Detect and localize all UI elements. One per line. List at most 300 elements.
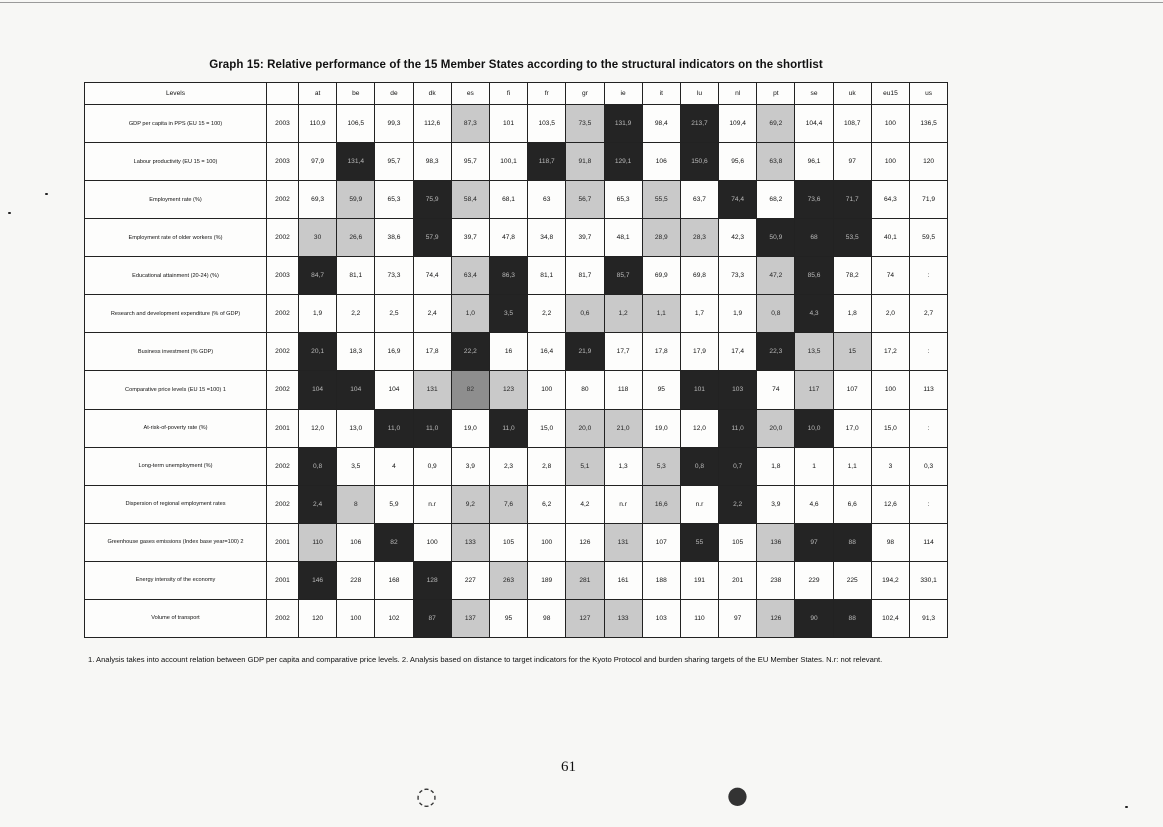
table-cell: 47,2 (757, 257, 795, 295)
table-cell: 98,4 (642, 105, 680, 143)
table-cell: 126 (566, 523, 604, 561)
table-cell: 263 (489, 561, 527, 599)
header-country: dk (413, 83, 451, 105)
table-cell: 86,3 (489, 257, 527, 295)
row-year: 2002 (267, 599, 299, 637)
table-cell: 11,0 (375, 409, 413, 447)
table-cell: 0,9 (413, 447, 451, 485)
table-cell: 100 (871, 371, 909, 409)
table-cell: 2,5 (375, 295, 413, 333)
table-cell: 112,6 (413, 105, 451, 143)
table-row (85, 561, 948, 599)
table-cell: 73,3 (719, 257, 757, 295)
table-cell: 97 (795, 523, 833, 561)
table-cell: 136,5 (910, 105, 948, 143)
scan-speck (8, 212, 11, 214)
table-cell: 11,0 (489, 409, 527, 447)
row-label: Greenhouse gases emissions (Index base year=100) 2 (85, 523, 267, 561)
table-cell: 0,8 (299, 447, 337, 485)
table-cell: 15,0 (871, 409, 909, 447)
table-cell: 101 (489, 105, 527, 143)
row-year: 2001 (267, 561, 299, 599)
table-cell: 39,7 (566, 219, 604, 257)
table-row (85, 523, 948, 561)
table-cell: 65,3 (375, 181, 413, 219)
table-cell: 127 (566, 599, 604, 637)
table-cell: 13,5 (795, 333, 833, 371)
table-cell: 0,8 (757, 295, 795, 333)
table-row (85, 181, 948, 219)
table-cell: 100 (871, 105, 909, 143)
table-cell: 1,7 (680, 295, 718, 333)
table-cell: 106 (337, 523, 375, 561)
table-cell: 3,9 (757, 485, 795, 523)
table-cell: 15,0 (528, 409, 566, 447)
table-cell: 133 (604, 599, 642, 637)
table-cell: 0,3 (910, 447, 948, 485)
table-cell: 100 (528, 523, 566, 561)
row-year: 2001 (267, 523, 299, 561)
table-cell: 88 (833, 523, 871, 561)
table-cell: 136 (757, 523, 795, 561)
table-cell: 57,9 (413, 219, 451, 257)
table-cell: 100 (337, 599, 375, 637)
table-cell: 17,9 (680, 333, 718, 371)
table-cell: 91,3 (910, 599, 948, 637)
table-cell: 69,9 (642, 257, 680, 295)
punch-hole-left-icon: ◌ (416, 782, 437, 810)
header-country: de (375, 83, 413, 105)
table-cell: 238 (757, 561, 795, 599)
row-label: Dispersion of regional employment rates (85, 485, 267, 523)
table-cell: 64,3 (871, 181, 909, 219)
row-year: 2002 (267, 485, 299, 523)
table-cell: 28,9 (642, 219, 680, 257)
table-cell: 82 (451, 371, 489, 409)
row-label: Comparative price levels (EU 15 =100) 1 (85, 371, 267, 409)
table-cell: 1,8 (757, 447, 795, 485)
table-cell: 100 (413, 523, 451, 561)
table-cell: 17,0 (833, 409, 871, 447)
table-cell: 137 (451, 599, 489, 637)
table-cell: 225 (833, 561, 871, 599)
table-cell: 97 (719, 599, 757, 637)
header-country: es (451, 83, 489, 105)
table-cell: 2,2 (528, 295, 566, 333)
table-cell: 7,6 (489, 485, 527, 523)
table-cell: 2,4 (299, 485, 337, 523)
table-cell: 0,7 (719, 447, 757, 485)
table-cell: 114 (910, 523, 948, 561)
table-cell: 81,1 (337, 257, 375, 295)
header-country: ie (604, 83, 642, 105)
table-cell: 98,3 (413, 143, 451, 181)
table-cell: 81,7 (566, 257, 604, 295)
table-cell: 1 (795, 447, 833, 485)
top-rule (0, 2, 1163, 3)
table-cell: 65,3 (604, 181, 642, 219)
table-cell: n.r (604, 485, 642, 523)
table-cell: 17,2 (871, 333, 909, 371)
table-cell: 63,4 (451, 257, 489, 295)
table-cell: 55,5 (642, 181, 680, 219)
table-cell: 75,9 (413, 181, 451, 219)
table-cell: 74 (871, 257, 909, 295)
header-levels: Levels (85, 83, 267, 105)
header-country: it (642, 83, 680, 105)
table-cell: 63 (528, 181, 566, 219)
table-cell: 133 (451, 523, 489, 561)
table-cell: 63,8 (757, 143, 795, 181)
table-cell: 1,8 (833, 295, 871, 333)
table-cell: 13,0 (337, 409, 375, 447)
header-country: se (795, 83, 833, 105)
table-cell: 161 (604, 561, 642, 599)
table-cell: 104 (337, 371, 375, 409)
row-label: Energy intensity of the economy (85, 561, 267, 599)
table-cell: 17,4 (719, 333, 757, 371)
table-cell: 5,1 (566, 447, 604, 485)
table-cell: 4,6 (795, 485, 833, 523)
table-cell: 56,7 (566, 181, 604, 219)
table-cell: 74,4 (719, 181, 757, 219)
row-year: 2003 (267, 143, 299, 181)
table-cell: : (910, 485, 948, 523)
table-cell: 118 (604, 371, 642, 409)
table-cell: 3,9 (451, 447, 489, 485)
table-cell: 100,1 (489, 143, 527, 181)
table-cell: 98 (871, 523, 909, 561)
table-cell: 120 (910, 143, 948, 181)
table-cell: 4,3 (795, 295, 833, 333)
row-year: 2002 (267, 371, 299, 409)
table-cell: 73,5 (566, 105, 604, 143)
page-title: Graph 15: Relative performance of the 15 Member States according to the structural indicators on the shortlist (209, 59, 823, 71)
table-cell: 87,3 (451, 105, 489, 143)
header-country: fi (489, 83, 527, 105)
table-cell: 110 (680, 599, 718, 637)
table-cell: 16,9 (375, 333, 413, 371)
table-cell: 71,9 (910, 181, 948, 219)
table-cell: 129,1 (604, 143, 642, 181)
table-cell: 38,6 (375, 219, 413, 257)
footnote: 1. Analysis takes into account relation between GDP per capita and comparative price levels. 2. Analysis based on distance to target indicators for the Kyoto Protocol and burden sharing targets of the EU Member States. N.r: not relevant. (88, 655, 883, 664)
table-cell: 194,2 (871, 561, 909, 599)
table-cell: 71,7 (833, 181, 871, 219)
table-cell: 74 (757, 371, 795, 409)
table-cell: 0,8 (680, 447, 718, 485)
table-cell: 4 (375, 447, 413, 485)
table-cell: 40,1 (871, 219, 909, 257)
table-cell: 146 (299, 561, 337, 599)
table-row (85, 295, 948, 333)
row-label: At-risk-of-poverty rate (%) (85, 409, 267, 447)
table-cell: 47,8 (489, 219, 527, 257)
table-cell: 85,7 (604, 257, 642, 295)
table-cell: 3 (871, 447, 909, 485)
table-cell: 12,0 (299, 409, 337, 447)
table-cell: 109,4 (719, 105, 757, 143)
table-cell: 105 (719, 523, 757, 561)
table-cell: 2,4 (413, 295, 451, 333)
row-year: 2002 (267, 447, 299, 485)
table-cell: 12,0 (680, 409, 718, 447)
table-cell: 110 (299, 523, 337, 561)
table-cell: 3,5 (489, 295, 527, 333)
header-country: be (337, 83, 375, 105)
table-row (85, 105, 948, 143)
table-cell: 17,8 (413, 333, 451, 371)
row-year: 2002 (267, 219, 299, 257)
table-cell: 188 (642, 561, 680, 599)
table-cell: : (910, 409, 948, 447)
header-country: us (910, 83, 948, 105)
table-cell: 5,9 (375, 485, 413, 523)
table-row (85, 143, 948, 181)
table-cell: 1,1 (642, 295, 680, 333)
table-cell: 20,0 (757, 409, 795, 447)
table-cell: 20,1 (299, 333, 337, 371)
table-cell: 87 (413, 599, 451, 637)
table-cell: 101 (680, 371, 718, 409)
table-cell: 213,7 (680, 105, 718, 143)
table-cell: 12,6 (871, 485, 909, 523)
table-cell: 53,5 (833, 219, 871, 257)
table-cell: 2,2 (337, 295, 375, 333)
table-cell: 103,5 (528, 105, 566, 143)
header-country: nl (719, 83, 757, 105)
table-cell: 55 (680, 523, 718, 561)
table-cell: 97 (833, 143, 871, 181)
table-cell: 74,4 (413, 257, 451, 295)
table-cell: 59,9 (337, 181, 375, 219)
table-body (85, 105, 948, 638)
table-cell: 91,8 (566, 143, 604, 181)
row-year: 2002 (267, 295, 299, 333)
table-cell: 117 (795, 371, 833, 409)
table-cell: 105 (489, 523, 527, 561)
table-cell: 128 (413, 561, 451, 599)
table-cell: 48,1 (604, 219, 642, 257)
table-cell: 22,3 (757, 333, 795, 371)
table-cell: n.r (413, 485, 451, 523)
table-cell: 95,7 (375, 143, 413, 181)
row-label: Volume of transport (85, 599, 267, 637)
table-cell: 150,6 (680, 143, 718, 181)
table-cell: 1,0 (451, 295, 489, 333)
table-cell: 58,4 (451, 181, 489, 219)
table-cell: 42,3 (719, 219, 757, 257)
table-cell: 189 (528, 561, 566, 599)
table-cell: 78,2 (833, 257, 871, 295)
table-cell: 11,0 (719, 409, 757, 447)
table-cell: 82 (375, 523, 413, 561)
row-label: GDP per capita in PPS (EU 15 = 100) (85, 105, 267, 143)
table-cell: 102 (375, 599, 413, 637)
table-cell: 131,4 (337, 143, 375, 181)
table-cell: 19,0 (642, 409, 680, 447)
table-cell: 106,5 (337, 105, 375, 143)
table-cell: 17,8 (642, 333, 680, 371)
row-year: 2003 (267, 257, 299, 295)
table-cell: 90 (795, 599, 833, 637)
table-cell: 98 (528, 599, 566, 637)
table-cell: 85,6 (795, 257, 833, 295)
table-cell: 131,9 (604, 105, 642, 143)
row-label: Business investment (% GDP) (85, 333, 267, 371)
table-cell: 201 (719, 561, 757, 599)
header-country: lu (680, 83, 718, 105)
table-cell: 95,6 (719, 143, 757, 181)
table-cell: 96,1 (795, 143, 833, 181)
table-row (85, 257, 948, 295)
table-cell: 126 (757, 599, 795, 637)
table-cell: 10,0 (795, 409, 833, 447)
table-cell: 1,2 (604, 295, 642, 333)
table-cell: 228 (337, 561, 375, 599)
row-year: 2002 (267, 333, 299, 371)
table-cell: 50,9 (757, 219, 795, 257)
table-cell: 69,2 (757, 105, 795, 143)
table-cell: 15 (833, 333, 871, 371)
table-cell: 21,0 (604, 409, 642, 447)
header-year (267, 83, 299, 105)
table-cell: 107 (642, 523, 680, 561)
table-cell: 16 (489, 333, 527, 371)
table-cell: 168 (375, 561, 413, 599)
table-cell: 8 (337, 485, 375, 523)
table-row (85, 409, 948, 447)
table-cell: 6,6 (833, 485, 871, 523)
table-cell: 80 (566, 371, 604, 409)
table-cell: 1,9 (719, 295, 757, 333)
table-cell: 131 (413, 371, 451, 409)
table-cell: 120 (299, 599, 337, 637)
table-row (85, 447, 948, 485)
table-cell: 97,9 (299, 143, 337, 181)
table-cell: 9,2 (451, 485, 489, 523)
table-cell: 39,7 (451, 219, 489, 257)
table-cell: 108,7 (833, 105, 871, 143)
row-year: 2002 (267, 181, 299, 219)
table-cell: 1,1 (833, 447, 871, 485)
table-cell: 95 (642, 371, 680, 409)
header-country: at (299, 83, 337, 105)
header-country: gr (566, 83, 604, 105)
table-cell: 95 (489, 599, 527, 637)
header-country: fr (528, 83, 566, 105)
table-cell: 69,8 (680, 257, 718, 295)
row-label: Research and development expenditure (% of GDP) (85, 295, 267, 333)
row-label: Employment rate (%) (85, 181, 267, 219)
table-cell: 110,9 (299, 105, 337, 143)
table-cell: 95,7 (451, 143, 489, 181)
table-cell: 19,0 (451, 409, 489, 447)
table-cell: 4,2 (566, 485, 604, 523)
table-cell: 16,4 (528, 333, 566, 371)
table-cell: 102,4 (871, 599, 909, 637)
scan-speck (1125, 806, 1128, 808)
row-year: 2003 (267, 105, 299, 143)
table-cell: 330,1 (910, 561, 948, 599)
table-cell: 88 (833, 599, 871, 637)
table-cell: 16,6 (642, 485, 680, 523)
table-cell: 104,4 (795, 105, 833, 143)
table-cell: 104 (299, 371, 337, 409)
table-cell: 2,0 (871, 295, 909, 333)
table-cell: 11,0 (413, 409, 451, 447)
table-cell: 68,2 (757, 181, 795, 219)
table-cell: 1,3 (604, 447, 642, 485)
table-cell: 84,7 (299, 257, 337, 295)
table-header-row (85, 83, 948, 105)
table-cell: 26,6 (337, 219, 375, 257)
table-row (85, 333, 948, 371)
table-cell: 103 (642, 599, 680, 637)
table-cell: 68 (795, 219, 833, 257)
table-cell: 30 (299, 219, 337, 257)
table-cell: 227 (451, 561, 489, 599)
table-cell: 73,3 (375, 257, 413, 295)
header-country: eu15 (871, 83, 909, 105)
table-cell: 1,9 (299, 295, 337, 333)
punch-hole-right-icon: ● (727, 781, 748, 809)
table-cell: 281 (566, 561, 604, 599)
row-label: Employment rate of older workers (%) (85, 219, 267, 257)
table-cell: 118,7 (528, 143, 566, 181)
page-number: 61 (561, 759, 576, 775)
table-row (85, 219, 948, 257)
table-cell: 123 (489, 371, 527, 409)
table-row (85, 371, 948, 409)
table-cell: 5,3 (642, 447, 680, 485)
table-cell: 100 (871, 143, 909, 181)
scan-speck (45, 193, 48, 195)
table-cell: 2,8 (528, 447, 566, 485)
table-cell: 22,2 (451, 333, 489, 371)
table-cell: 3,5 (337, 447, 375, 485)
table-cell: 2,3 (489, 447, 527, 485)
table-cell: 103 (719, 371, 757, 409)
table-cell: 99,3 (375, 105, 413, 143)
table-cell: 34,8 (528, 219, 566, 257)
table-cell: 0,6 (566, 295, 604, 333)
table-cell: 106 (642, 143, 680, 181)
table-row (85, 599, 948, 637)
table-cell: 2,2 (719, 485, 757, 523)
table-cell: 59,5 (910, 219, 948, 257)
table-cell: 68,1 (489, 181, 527, 219)
table-cell: 229 (795, 561, 833, 599)
row-label: Educational attainment (20-24) (%) (85, 257, 267, 295)
table-cell: 107 (833, 371, 871, 409)
table-cell: 81,1 (528, 257, 566, 295)
table-cell: 63,7 (680, 181, 718, 219)
table-row (85, 485, 948, 523)
header-country: uk (833, 83, 871, 105)
table-cell: 2,7 (910, 295, 948, 333)
row-label: Labour productivity (EU 15 = 100) (85, 143, 267, 181)
table-cell: 18,3 (337, 333, 375, 371)
table-cell: 6,2 (528, 485, 566, 523)
header-country: pt (757, 83, 795, 105)
table-cell: : (910, 257, 948, 295)
indicator-table (84, 82, 948, 638)
table-cell: 69,3 (299, 181, 337, 219)
table-cell: 20,0 (566, 409, 604, 447)
table-cell: 191 (680, 561, 718, 599)
row-label: Long-term unemployment (%) (85, 447, 267, 485)
